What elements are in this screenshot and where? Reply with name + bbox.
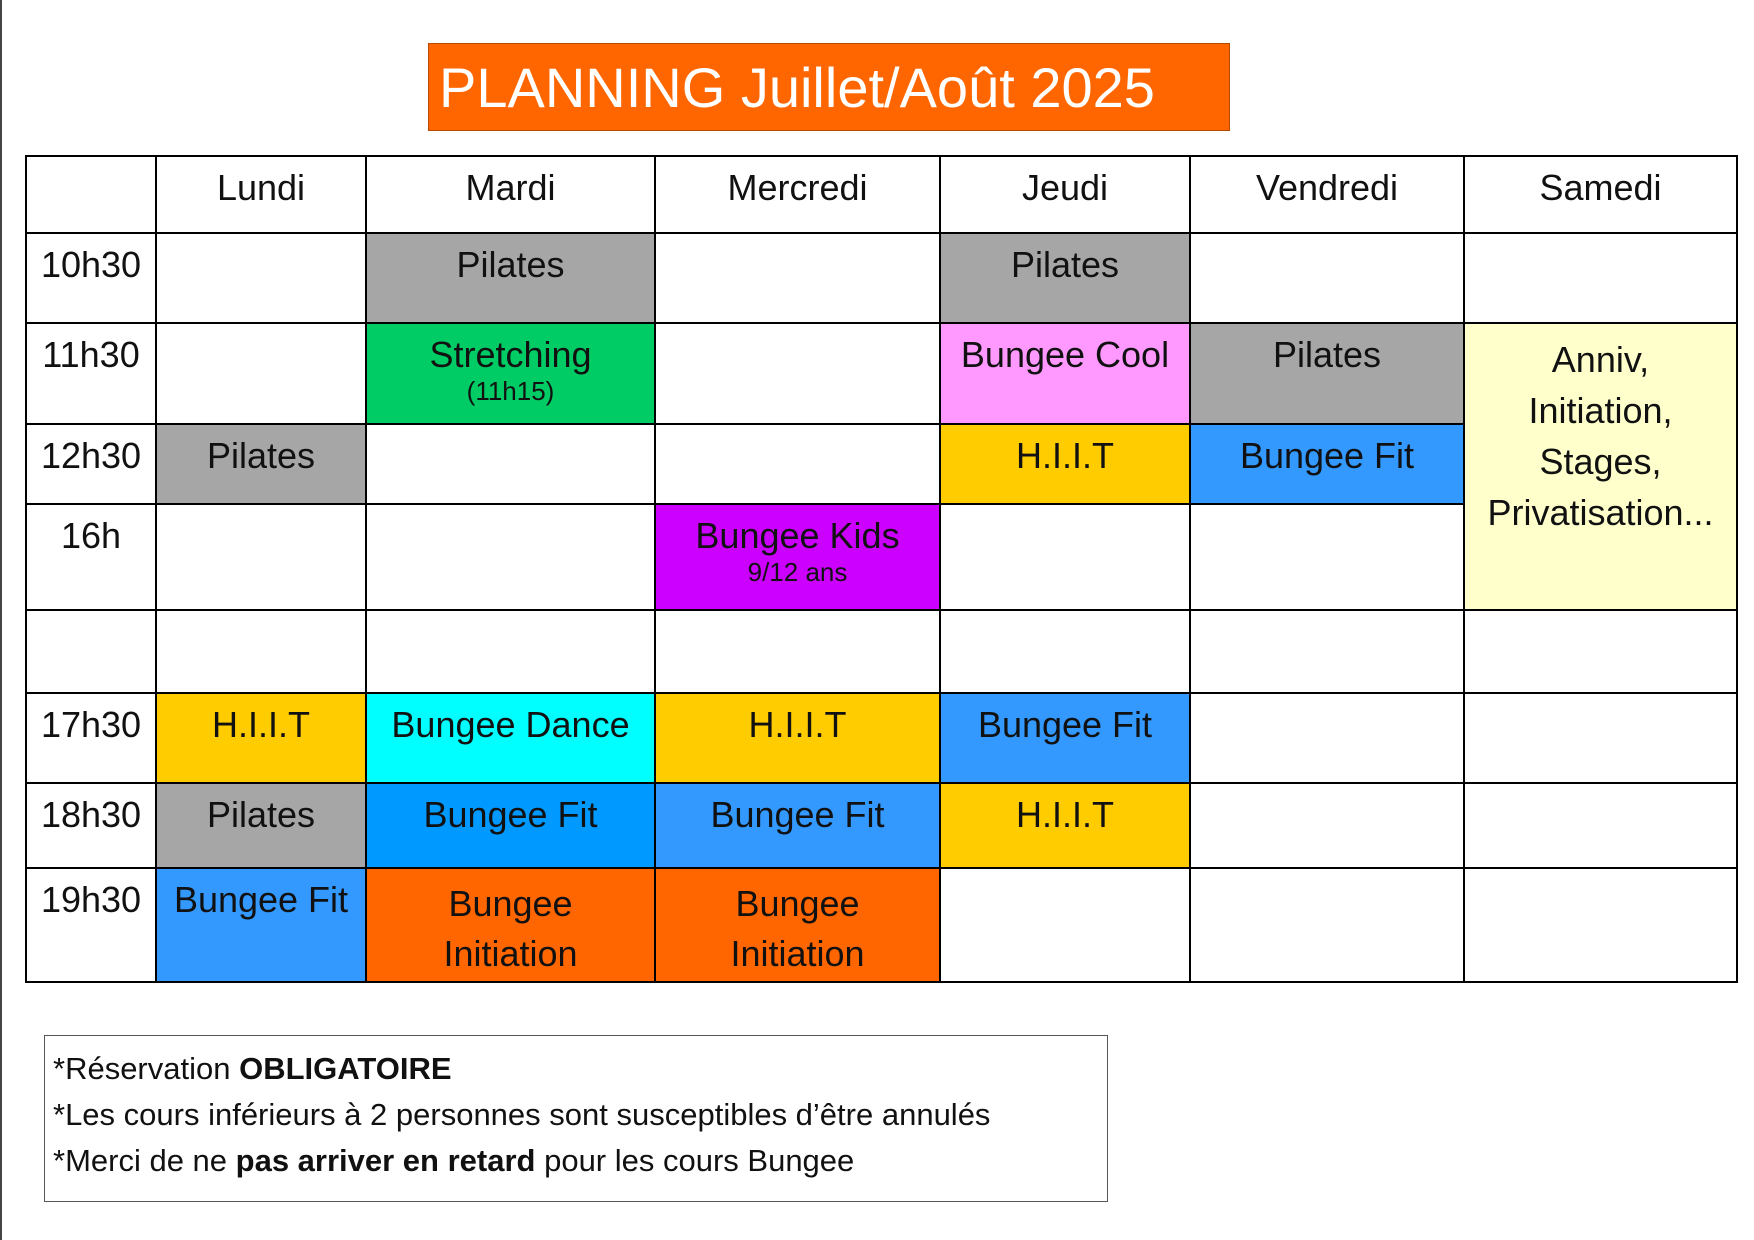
class-bungee-cool[interactable] <box>940 323 1190 423</box>
cell-empty <box>1190 693 1464 783</box>
time-16h: 16h <box>26 504 156 610</box>
note-emphasis: OBLIGATOIRE <box>239 1051 452 1086</box>
row-10h30 <box>26 233 1737 323</box>
cell-empty <box>1464 233 1737 323</box>
class-label: Bungee Dance <box>391 704 630 746</box>
corner-cell <box>26 156 156 233</box>
page-edge-line <box>0 0 2 1240</box>
class-bungee-fit[interactable] <box>655 783 940 867</box>
row-spacer <box>26 610 1737 693</box>
class-label: H.I.I.T <box>1016 434 1114 476</box>
cell-empty <box>1464 610 1737 693</box>
cell-empty <box>1190 504 1464 610</box>
cell-empty <box>156 233 366 323</box>
class-label-line1: Bungee <box>735 882 860 924</box>
day-header-vendredi: Vendredi <box>1190 156 1464 233</box>
row-11h30 <box>26 323 1737 423</box>
page-title: PLANNING Juillet/Août 2025 <box>428 43 1230 131</box>
note-text: pour les cours Bungee <box>535 1143 855 1178</box>
row-18h30 <box>26 783 1737 867</box>
class-bungee-fit[interactable] <box>940 693 1190 783</box>
time-10h30: 10h30 <box>26 233 156 323</box>
note-reservation <box>53 1046 1107 1092</box>
schedule-table <box>25 155 1738 983</box>
time-17h30: 17h30 <box>26 693 156 783</box>
header-row <box>26 156 1737 233</box>
class-label: Bungee Cool <box>960 334 1170 376</box>
class-bungee-initiation[interactable] <box>655 868 940 982</box>
samedi-line: Anniv, <box>1551 339 1650 381</box>
note-text: *Merci de ne <box>53 1143 236 1178</box>
cell-empty <box>1190 233 1464 323</box>
class-stretching[interactable] <box>366 323 655 423</box>
class-hiit[interactable] <box>940 424 1190 504</box>
cell-empty <box>940 868 1190 982</box>
cell-empty <box>940 504 1190 610</box>
row-19h30 <box>26 868 1737 982</box>
class-label: Bungee Fit <box>173 878 349 920</box>
cell-empty <box>1190 868 1464 982</box>
cell-empty <box>366 504 655 610</box>
cell-empty <box>940 610 1190 693</box>
cell-empty <box>1190 610 1464 693</box>
class-label: H.I.I.T <box>1016 794 1114 836</box>
class-pilates[interactable] <box>940 233 1190 323</box>
cell-empty <box>1464 783 1737 867</box>
time-empty <box>26 610 156 693</box>
cell-empty <box>366 424 655 504</box>
class-bungee-dance[interactable] <box>366 693 655 783</box>
class-label: Pilates <box>206 434 316 476</box>
class-hiit[interactable] <box>156 693 366 783</box>
class-note: (11h15) <box>466 376 555 407</box>
class-label: H.I.I.T <box>748 704 847 746</box>
class-label: Bungee Fit <box>423 794 598 836</box>
class-bungee-fit[interactable] <box>1190 424 1464 504</box>
class-label: Pilates <box>206 794 316 836</box>
samedi-line: Privatisation... <box>1487 492 1714 534</box>
class-bungee-fit[interactable] <box>156 868 366 982</box>
notes-box <box>44 1035 1108 1202</box>
samedi-line: Initiation, <box>1528 390 1673 432</box>
samedi-special-block[interactable] <box>1464 323 1737 610</box>
class-label-line2: Initiation <box>730 932 865 974</box>
class-label: Bungee Fit <box>710 794 885 836</box>
day-header-mardi: Mardi <box>366 156 655 233</box>
day-header-samedi: Samedi <box>1464 156 1737 233</box>
cell-empty <box>1464 868 1737 982</box>
samedi-line: Stages, <box>1539 441 1662 483</box>
time-12h30: 12h30 <box>26 424 156 504</box>
cell-empty <box>655 610 940 693</box>
class-pilates[interactable] <box>366 233 655 323</box>
cell-empty <box>156 323 366 423</box>
class-label: Pilates <box>1272 334 1382 376</box>
day-header-mercredi: Mercredi <box>655 156 940 233</box>
cell-empty <box>156 504 366 610</box>
cell-empty <box>1190 783 1464 867</box>
class-pilates[interactable] <box>156 424 366 504</box>
time-11h30: 11h30 <box>26 323 156 423</box>
cell-empty <box>655 233 940 323</box>
class-label-line1: Bungee <box>448 882 573 924</box>
class-label: Bungee Fit <box>1239 434 1415 476</box>
class-label: Bungee Fit <box>977 704 1153 746</box>
class-bungee-fit[interactable] <box>366 783 655 867</box>
class-label: Pilates <box>1010 244 1120 286</box>
class-pilates[interactable] <box>1190 323 1464 423</box>
class-label: H.I.I.T <box>212 704 310 746</box>
class-label: Pilates <box>456 244 565 286</box>
class-bungee-initiation[interactable] <box>366 868 655 982</box>
time-18h30: 18h30 <box>26 783 156 867</box>
class-hiit[interactable] <box>655 693 940 783</box>
day-header-jeudi: Jeudi <box>940 156 1190 233</box>
class-label-line2: Initiation <box>443 932 578 974</box>
cell-empty <box>655 424 940 504</box>
class-label: Stretching <box>429 334 592 376</box>
cell-empty <box>655 323 940 423</box>
day-header-lundi: Lundi <box>156 156 366 233</box>
class-note: 9/12 ans <box>747 556 848 587</box>
time-19h30: 19h30 <box>26 868 156 982</box>
row-17h30 <box>26 693 1737 783</box>
note-text: *Réservation <box>53 1051 240 1086</box>
note-cancellation: *Les cours inférieurs à 2 personnes sont susceptibles d’être annulés <box>53 1097 991 1132</box>
cell-empty <box>366 610 655 693</box>
class-bungee-kids[interactable] <box>655 504 940 610</box>
note-lateness <box>53 1138 1107 1184</box>
class-hiit[interactable] <box>940 783 1190 867</box>
cell-empty <box>1464 693 1737 783</box>
class-pilates[interactable] <box>156 783 366 867</box>
class-label: Bungee Kids <box>695 514 900 556</box>
cell-empty <box>156 610 366 693</box>
note-emphasis: pas arriver en retard <box>235 1143 536 1178</box>
